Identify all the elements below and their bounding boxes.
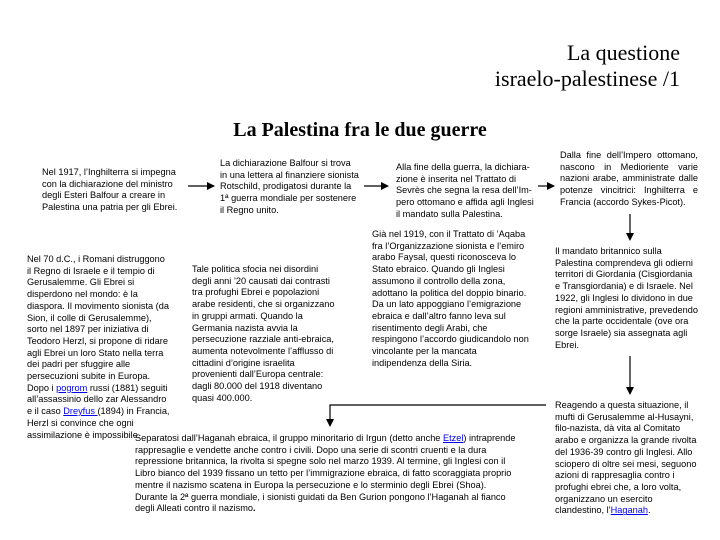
link-haganah[interactable]: Haganah [610, 505, 648, 516]
text-box-sevres: Alla fine della guerra, la dichiara-zione è inserita nel Trattato di Sevrès che segna la resa dell’Im-pero ottomano e affida agli Inglesi il mandato sulla Palestina. [396, 162, 534, 219]
slide-title-line-1: La questione [566, 40, 680, 65]
slide-title-line-2: israelo-palestinese /1 [494, 66, 680, 91]
text-mufti-part-1: Reagendo a questa situazione, il mufti di Gerusalemme al-Husayni, filo-nazista, dà vita al Comitato arabo e organizza la grande rivolta del 1936-39 contro gli Inglesi. Allo sciopero di oltre sei mesi, seguono azioni di rappresaglia contro i profughi ebrei che, a loro volta, organizzano un esercito clandestino, l’ [555, 400, 697, 516]
text-irgun-end: . [252, 503, 256, 514]
slide-subtitle: La Palestina fra le due guerre [233, 119, 487, 141]
link-etzel[interactable]: Etzel [442, 433, 464, 443]
text-box-aqaba: Già nel 1919, con il Trattato di ’Aqaba fra l’Organizzazione sionista e l’emiro arabo Faysal, questi riconosceva lo Stato ebraico. Quando gli Inglesi assumono il controllo della zona, adottano la politica del doppio binario. Da un lato appoggiano l’emigrazione ebraica e dall’altro fanno leva sul risentimento degli Arabi, che respingono l’accordo giudicandolo non vincolante per la mancata indipendenza della Siria. [372, 229, 529, 368]
text-mufti-part-2: . [647, 505, 651, 516]
text-irgun-part-1: Separatosi dall’Haganah ebraica, il gruppo minoritario di Irgun (detto anche [135, 433, 443, 443]
text-diaspora-part-3: (1894) in Francia, Herzl si convince che ogni assimilazione è impossibile. [27, 406, 170, 440]
text-box-disordini: Tale politica sfocia nei disordini degli anni ’20 causati dai contrasti tra profughi Ebrei e popolazioni arabe residenti, che si organizzano in gruppi armati. Quando la Germania nazista avvia la persecuzione razziale anti-ebraica, aumenta notevolmente l’afflusso di cittadini d’origine israelita provenienti dall’Europa centrale: dagli 80.000 del 1918 diventano quasi 400.000. [192, 264, 335, 403]
text-box-mandato: Il mandato britannico sulla Palestina comprendeva gli odierni territori di Giordania (Cisgiordania e Transgiordania) e di Israele. Nel 1922, gli Inglesi lo dividono in due regioni amministrative, prevedendo che la parte occidentale (ove ora sorge Israele) sia assegnata agli Ebrei. [555, 246, 698, 350]
text-box-balfour: La dichiarazione Balfour si trova in una lettera al finanziere sionista Rotschild, prodigatosi durante la 1ª guerra mondiale per sostenere il Regno unito. [220, 158, 359, 215]
text-box-fine-impero: Dalla fine dell’Impero ottomano, nascono in Medioriente varie nazioni arabe, amministrate dalle potenze vincitrici: Inghilterra e Francia (accordo Sykes-Picot). [560, 150, 698, 207]
arrow-mufti-to-irgun [330, 405, 546, 426]
text-diaspora-part-2: russi (1881) seguiti all’assassinio dello zar Alessandro e il caso [27, 382, 168, 417]
link-pogrom[interactable]: pogrom [56, 382, 88, 393]
link-dreyfus[interactable]: Dreyfus [63, 406, 98, 417]
text-irgun-part-2: ) intraprende rappresaglie e vendette anche contro i civili. Dopo una serie di scontri cruenti e la dura repressione britannica, la rivolta si spegne solo nel marzo 1939. Al termine, gli Inglesi con il Libro bianco del 1939 fissano un tetto per l’immigrazione ebraica, di fatto scoraggiata proprio mentre il nazismo scatena in Europa la persecuzione e lo sterminio degli Ebrei (Shoa). Durante la 2ª guerra mondiale, i sionisti guidati da Ben Gurion pongono l’Haganah al fianco degli Alleati contro il nazismo [135, 433, 516, 514]
text-box-1917: Nel 1917, l’Inghilterra si impegna con la dichiarazione del ministro degli Esteri Balfour a creare in Palestina una patria per gli Ebrei. [42, 167, 178, 213]
text-diaspora-part-1: Nel 70 d.C., i Romani distruggono il Regno di Israele e il tempio di Gerusalemme. Gli Ebrei si disperdono nel mondo: è la diaspora. Il movimento sionista (da Sion, il colle di Gerusalemme), sorto nel 1897 per iniziativa di Teodoro Herzl, si propone di ridare agli Ebrei un loro Stato nella terra dei padri per sfuggire alle persecuzioni subite in Europa. Dopo i [27, 254, 169, 393]
